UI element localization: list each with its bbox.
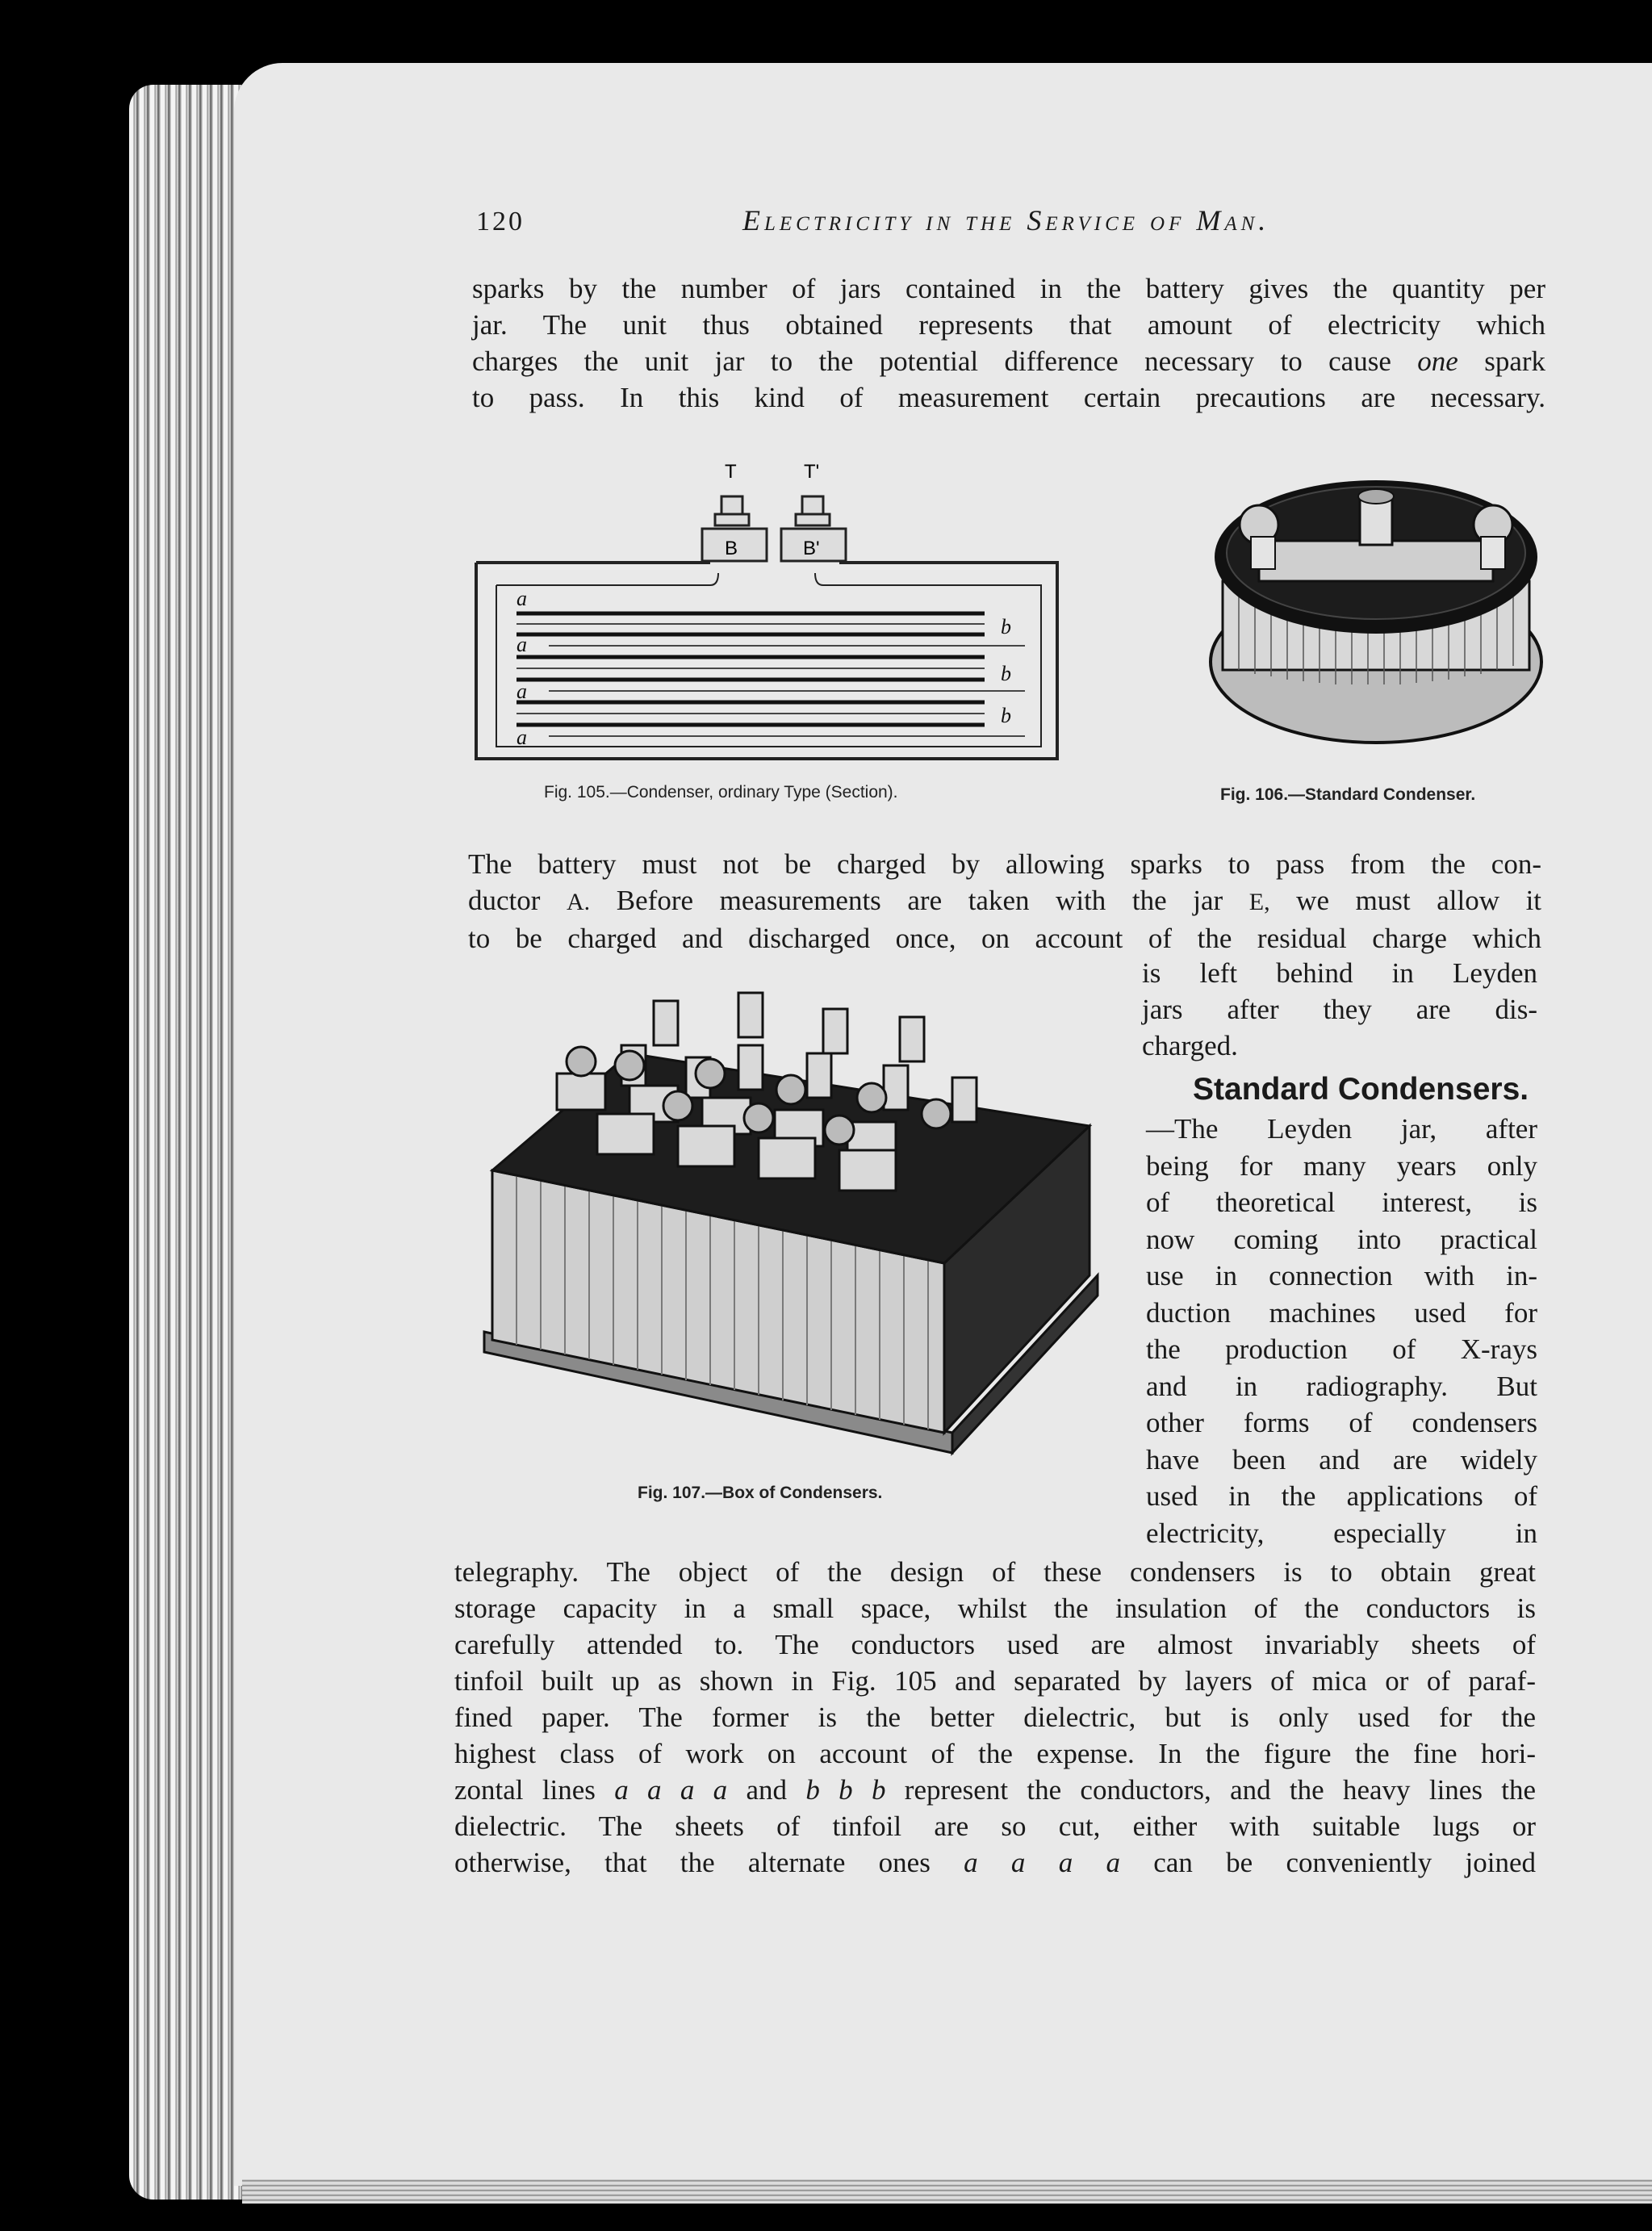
text-line: storage capacity in a small space, whilst the insulation of the conductors is bbox=[454, 1593, 1536, 1624]
middle-paragraph-side bbox=[1142, 955, 1537, 1064]
fig106-caption: Fig. 106.—Standard Condenser. bbox=[1220, 785, 1476, 804]
text-line: have been and are widely bbox=[1146, 1443, 1537, 1475]
text-line: to pass. In this kind of measurement certain precautions are necessary. bbox=[472, 382, 1545, 413]
layer-b-label: b bbox=[1001, 662, 1011, 685]
section-heading: Standard Condensers. bbox=[1193, 1072, 1529, 1107]
fig105-condenser-diagram bbox=[468, 452, 1065, 767]
page-number: 120 bbox=[476, 207, 525, 236]
text-line: jar. The unit thus obtained represents that amount of electricity which bbox=[472, 309, 1545, 341]
text-line: used in the applications of bbox=[1146, 1480, 1537, 1512]
top-paragraph bbox=[472, 270, 1545, 416]
text-line: now coming into practical bbox=[1146, 1223, 1537, 1255]
layer-a-label: a bbox=[517, 587, 527, 610]
layer-b-label: b bbox=[1001, 615, 1011, 638]
section-side-column bbox=[1146, 1111, 1537, 1551]
terminal-t-prime-label: T' bbox=[804, 461, 820, 483]
terminal-b-label: B bbox=[725, 538, 738, 559]
fig107-box-of-condensers-illustration bbox=[468, 977, 1106, 1485]
text-line: electricity, especially in bbox=[1146, 1517, 1537, 1549]
text-line: use in connection with in- bbox=[1146, 1260, 1537, 1291]
text-line: fined paper. The former is the better dielectric, but is only used for the bbox=[454, 1702, 1536, 1733]
text-line: and in radiography. But bbox=[1146, 1370, 1537, 1402]
fig105-caption: Fig. 105.—Condenser, ordinary Type (Section). bbox=[544, 783, 898, 802]
text-line: charged. bbox=[1142, 1030, 1238, 1061]
terminal-t-label: T bbox=[725, 461, 737, 483]
layer-a-label: a bbox=[517, 633, 527, 656]
fig106-standard-condenser-illustration bbox=[1202, 468, 1550, 759]
text-line: otherwise, that the alternate ones a a a a can be conveniently joined bbox=[454, 1847, 1537, 1878]
layer-a-label: a bbox=[517, 726, 527, 749]
terminal-posts bbox=[702, 496, 846, 561]
text-line: The battery must not be charged by allowing sparks to pass from the con- bbox=[468, 848, 1541, 880]
text-line: duction machines used for bbox=[1146, 1296, 1537, 1329]
text-line: jars after they are dis- bbox=[1142, 994, 1537, 1025]
text-line: zontal lines a a a a and b b b represent the conductors, and the heavy lines the bbox=[454, 1774, 1537, 1806]
layer-b-label: b bbox=[1001, 704, 1011, 727]
text-line: dielectric. The sheets of tinfoil are so cut, either with suitable lugs or bbox=[454, 1810, 1536, 1842]
text-line: is left behind in Leyden bbox=[1142, 957, 1537, 989]
text-line: —The Leyden jar, after bbox=[1146, 1113, 1537, 1145]
terminal-b-prime-label: B' bbox=[803, 538, 820, 559]
text-line: of theoretical interest, is bbox=[1146, 1187, 1537, 1218]
layer-a-label: a bbox=[517, 680, 527, 703]
text-line: to be charged and discharged once, on account of the residual charge which bbox=[468, 923, 1541, 954]
text-line: carefully attended to. The conductors used are almost invariably sheets of bbox=[454, 1629, 1536, 1660]
text-line: ductor A. Before measurements are taken with the jar E, we must allow it bbox=[468, 885, 1542, 916]
text-line: telegraphy. The object of the design of these condensers is to obtain great bbox=[454, 1556, 1536, 1588]
text-line: highest class of work on account of the expense. In the figure the fine hori- bbox=[454, 1738, 1536, 1769]
section-body bbox=[454, 1554, 1536, 1881]
middle-paragraph bbox=[468, 846, 1541, 956]
text-line: sparks by the number of jars contained in the battery gives the quantity per bbox=[472, 273, 1545, 304]
text-line: charges the unit jar to the potential difference necessary to cause one spark bbox=[472, 345, 1546, 377]
text-line: being for many years only bbox=[1146, 1149, 1537, 1182]
text-line: the production of X-rays bbox=[1146, 1333, 1537, 1365]
text-line: tinfoil built up as shown in Fig. 105 and separated by layers of mica or of paraf- bbox=[454, 1665, 1536, 1697]
running-title: Electricity in the Service of Man. bbox=[742, 204, 1270, 236]
text-line: other forms of condensers bbox=[1146, 1407, 1537, 1438]
fig107-caption: Fig. 107.—Box of Condensers. bbox=[638, 1484, 883, 1502]
